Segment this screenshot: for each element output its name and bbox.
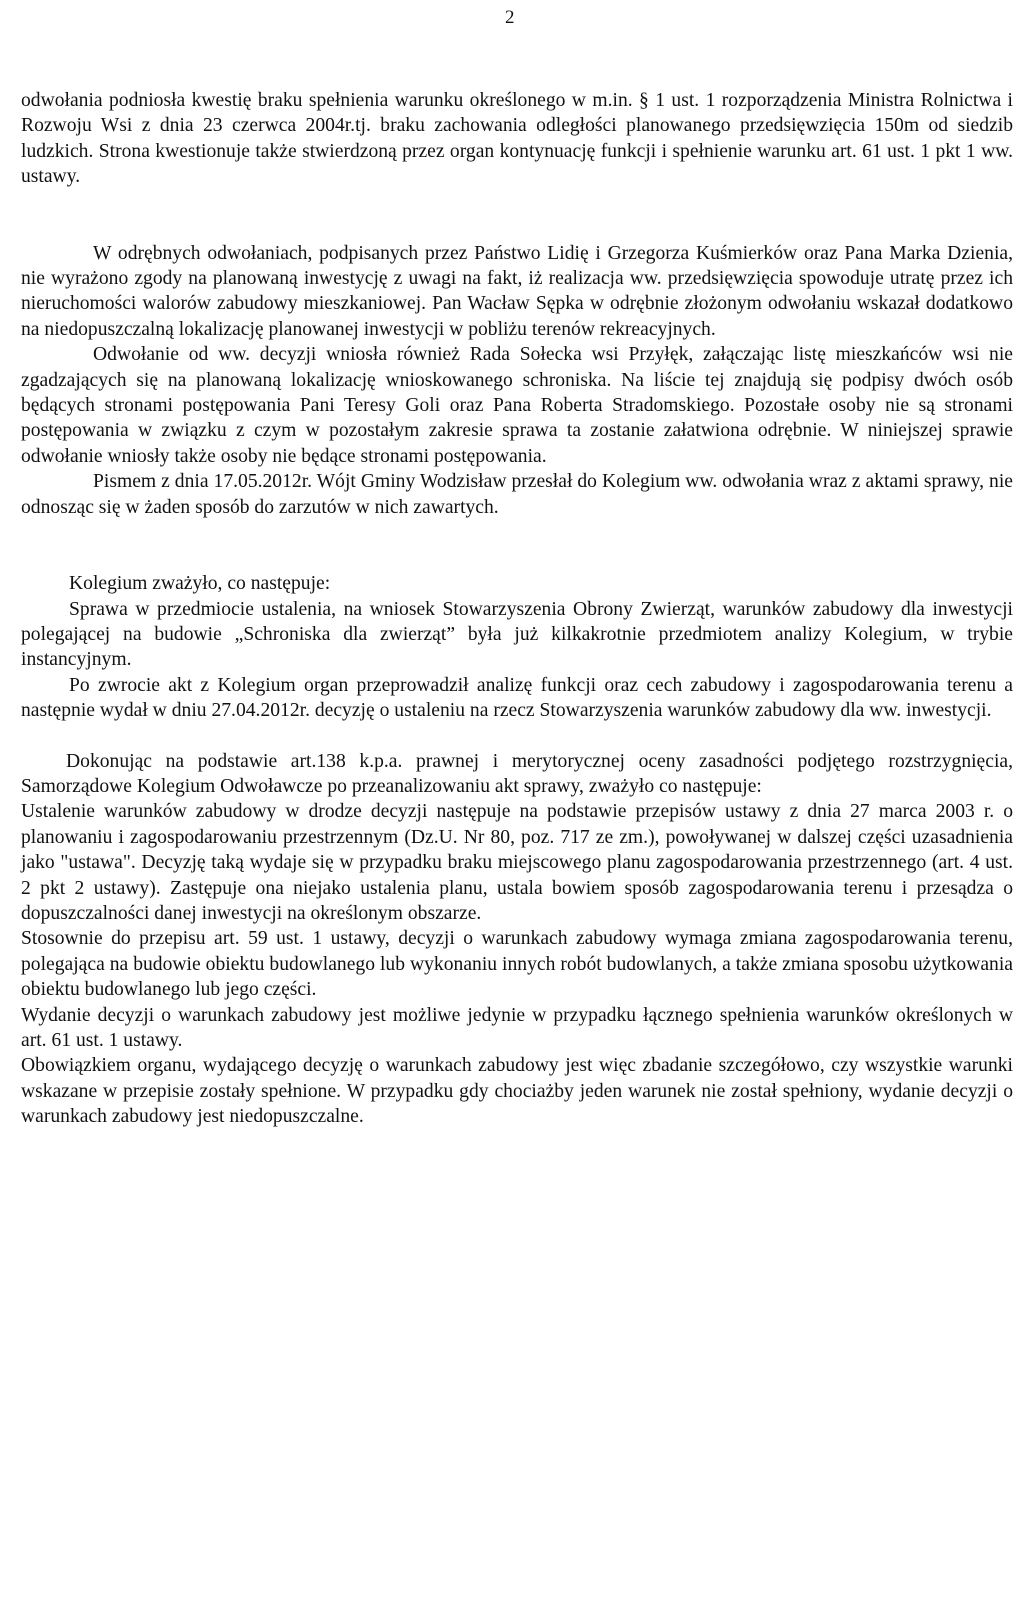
paragraph-art-59: Stosownie do przepisu art. 59 ust. 1 ustawy, decyzji o warunkach zabudowy wymaga zmiana zagospodarowania terenu, polegająca na budowie obiektu budowlanego lub wykonaniu innych robót budowlanych, a także zmiana sposobu użytkowania obiektu budowlanego lub jego części.: [21, 928, 1013, 1001]
paragraph-assessment: Dokonując na podstawie art.138 k.p.a. prawnej i merytorycznej oceny zasadności podjętego rozstrzygnięcia, Samorządowe Kolegium Odwoławcze po przeanalizowaniu akt sprawy, zważyło co następuje:: [21, 750, 1013, 797]
paragraph-college-heading: Kolegium zważyło, co następuje:: [69, 573, 331, 595]
page-number: 2: [505, 7, 515, 28]
paragraph-return-of-files: Po zwrocie akt z Kolegium organ przeprowadził analizę funkcji oraz cech zabudowy i zagospodarowania terenu a następnie wydał w dniu 27.04.2012r. decyzję o ustaleniu na rzecz Stowarzyszenia warunków zabudowy dla ww. inwestycji.: [21, 674, 1013, 722]
document-body: [21, 88, 1013, 1130]
paragraph-legal-basis: Ustalenie warunków zabudowy w drodze decyzji następuje na podstawie przepisów ustawy z dnia 27 marca 2003 r. o planowaniu i zagospodarowaniu przestrzennym (Dz.U. Nr 80, poz. 717 ze zm.), powoływanej w dalszej części uzasadnienia jako "ustawa". Decyzję taką wydaje się w przypadku braku miejscowego planu zagospodarowania przestrzennego (art. 4 ust. 2 pkt 2 ustawy). Zastępuje ona niejako ustalenia planu, ustala bowiem sposób zagospodarowania terenu i przesądza o dopuszczalności danej inwestycji na określonym obszarze.: [21, 801, 1013, 924]
paragraph-art-61: Wydanie decyzji o warunkach zabudowy jest możliwe jedynie w przypadku łącznego spełnienia warunków określonych w art. 61 ust. 1 ustawy.: [21, 1004, 1013, 1051]
paragraph-separate-appeals: W odrębnych odwołaniach, podpisanych przez Państwo Lidię i Grzegorza Kuśmierków oraz Pana Marka Dzienia, nie wyrażono zgody na planowaną inwestycję z uwagi na fakt, iż realizacja ww. przedsięwzięcia spowoduje utratę przez ich nieruchomości walorów zabudowy mieszkaniowej. Pan Wacław Sępka w odrębnie złożonym odwołaniu wskazał dodatkowo na niedopuszczalną lokalizację planowanej inwestycji w pobliżu terenów rekreacyjnych.: [21, 242, 1013, 340]
paragraph-organ-duty: Obowiązkiem organu, wydającego decyzję o warunkach zabudowy jest więc zbadanie szczegółowo, czy wszystkie warunki wskazane w przepisie zostały spełnione. W przypadku gdy chociażby jeden warunek nie został spełniony, wydanie decyzji o warunkach zabudowy jest niedopuszczalne.: [21, 1055, 1013, 1128]
paragraph-village-council-appeal: Odwołanie od ww. decyzji wniosła również Rada Sołecka wsi Przyłęk, załączając listę mieszkańców wsi nie zgadzających się na planowaną lokalizację wnioskowanego schroniska. Na liście tej znajdują się podpisy dwóch osób będących stronami postępowania Pani Teresy Goli oraz Pana Roberta Stradomskiego. Pozostałe osoby nie są stronami postępowania w związku z czym w pozostałym zakresie sprawa ta zostanie załatwiona odrębnie. W niniejszej sprawie odwołanie wniosły także osoby nie będące stronami postępowania.: [21, 344, 1013, 467]
paragraph-appeal-issues: odwołania podniosła kwestię braku spełnienia warunku określonego w m.in. § 1 ust. 1 rozporządzenia Ministra Rolnictwa i Rozwoju Wsi z dnia 23 czerwca 2004r.tj. braku zachowania odległości planowanego przedsięwzięcia 150m od siedzib ludzkich. Strona kwestionuje także stwierdzoną przez organ kontynuację funkcji i spełnienie warunku art. 61 ust. 1 pkt 1 ww. ustawy.: [21, 90, 1013, 188]
paragraph-mayor-letter: Pismem z dnia 17.05.2012r. Wójt Gminy Wodzisław przesłał do Kolegium ww. odwołania wraz z aktami sprawy, nie odnosząc się w żaden sposób do zarzutów w nich zawartych.: [21, 471, 1013, 518]
paragraph-case-subject: Sprawa w przedmiocie ustalenia, na wniosek Stowarzyszenia Obrony Zwierząt, warunków zabudowy dla inwestycji polegającej na budowie „Schroniska dla zwierząt” była już kilkakrotnie przedmiotem analizy Kolegium, w trybie instancyjnym.: [21, 598, 1013, 671]
